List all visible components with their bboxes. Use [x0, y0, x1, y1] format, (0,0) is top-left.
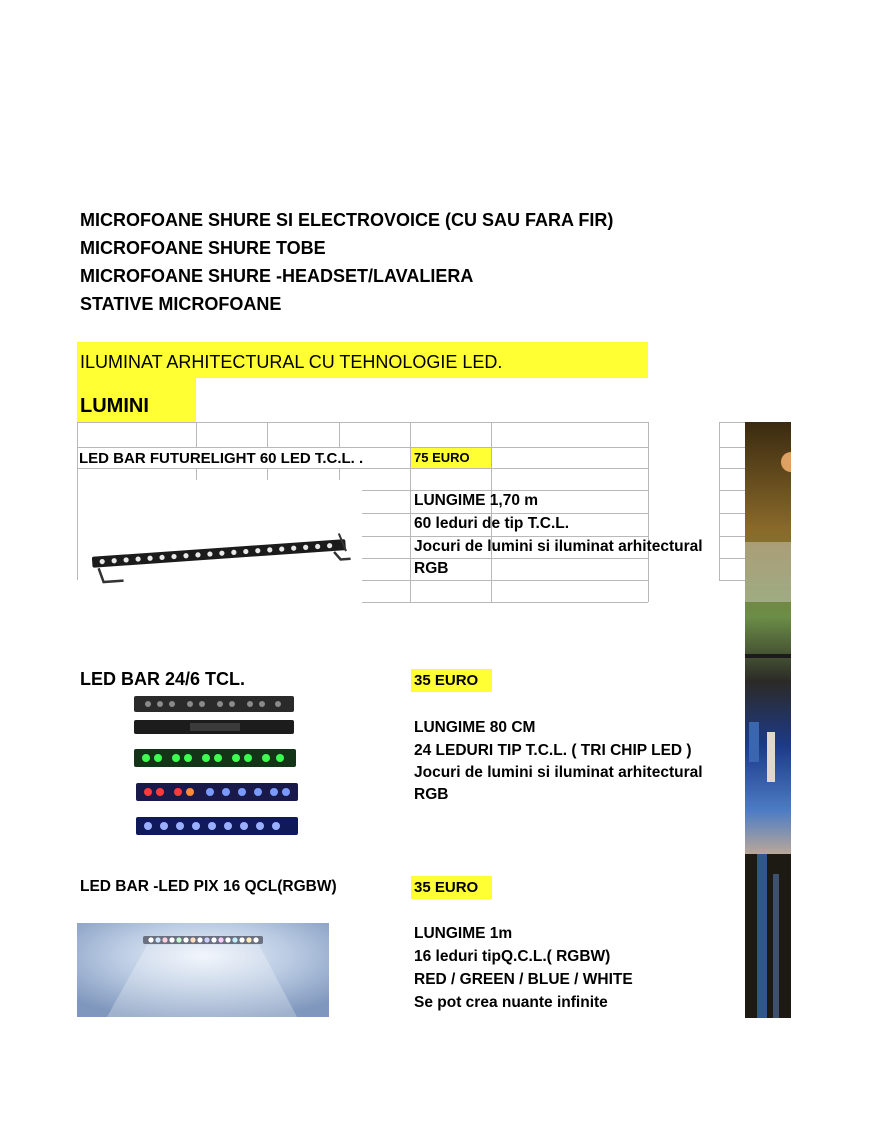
product-1-spec-2: 60 leduri de tip T.C.L. — [414, 515, 570, 532]
product-1-spec-3: Jocuri de lumini si iluminat arhitectural — [414, 538, 703, 555]
product-2-spec-3: Jocuri de lumini si iluminat arhitectural — [414, 764, 703, 781]
event-photo-bottom — [745, 854, 791, 1018]
event-photo — [745, 422, 791, 854]
product-3-name: LED BAR -LED PIX 16 QCL(RGBW) — [80, 878, 337, 895]
product-2-spec-1: LUNGIME 80 CM — [414, 719, 536, 736]
product-3-spec-2: 16 leduri tipQ.C.L.( RGBW) — [414, 948, 611, 965]
product-2-price: 35 EURO — [411, 669, 492, 692]
product-1-price: 75 EURO — [411, 448, 491, 468]
banner-text: ILUMINAT ARHITECTURAL CU TEHNOLOGIE LED. — [80, 352, 503, 372]
product-3-image — [77, 923, 329, 1017]
product-3-spec-4: Se pot crea nuante infinite — [414, 994, 608, 1011]
mic-line-4: STATIVE MICROFOANE — [80, 294, 282, 314]
product-1-spec-4: RGB — [414, 560, 449, 577]
mic-line-3: MICROFOANE SHURE -HEADSET/LAVALIERA — [80, 266, 474, 286]
product-3-spec-1: LUNGIME 1m — [414, 925, 513, 942]
product-1-name: LED BAR FUTURELIGHT 60 LED T.C.L. . — [79, 450, 364, 467]
product-1-image — [78, 480, 362, 585]
mic-line-2: MICROFOANE SHURE TOBE — [80, 238, 326, 258]
product-2-spec-4: RGB — [414, 786, 449, 803]
section-title: LUMINI — [80, 395, 149, 417]
mic-line-1: MICROFOANE SHURE SI ELECTROVOICE (CU SAU FARA FIR) — [80, 210, 614, 230]
product-2-name: LED BAR 24/6 TCL. — [80, 669, 246, 689]
product-3-price: 35 EURO — [411, 876, 492, 899]
product-2-image — [130, 693, 300, 843]
product-1-spec-1: LUNGIME 1,70 m — [414, 492, 539, 509]
product-2-spec-2: 24 LEDURI TIP T.C.L. ( TRI CHIP LED ) — [414, 742, 692, 759]
product-3-spec-3: RED / GREEN / BLUE / WHITE — [414, 971, 633, 988]
